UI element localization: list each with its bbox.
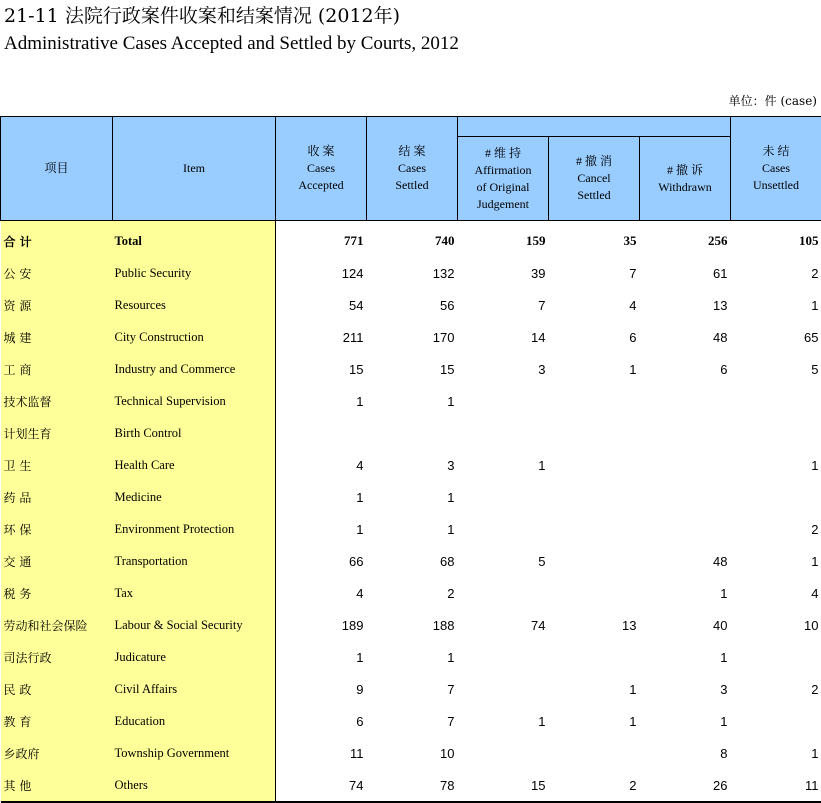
cell-affirm: 1 bbox=[458, 449, 549, 481]
row-label-en: Public Security bbox=[113, 257, 276, 289]
cell-settled: 68 bbox=[367, 545, 458, 577]
cell-accepted: 66 bbox=[276, 545, 367, 577]
cell-cancel bbox=[549, 481, 640, 513]
row-label-cn: 合 计 bbox=[1, 221, 113, 258]
row-label-en: Industry and Commerce bbox=[113, 353, 276, 385]
cell-accepted: 189 bbox=[276, 609, 367, 641]
table-row bbox=[1, 609, 821, 641]
row-label-en: Health Care bbox=[113, 449, 276, 481]
cell-withdrawn: 48 bbox=[640, 321, 731, 353]
cell-withdrawn: 1 bbox=[640, 641, 731, 673]
row-label-cn: 教 育 bbox=[1, 705, 113, 737]
cell-cancel: 4 bbox=[549, 289, 640, 321]
row-label-en: Birth Control bbox=[113, 417, 276, 449]
cell-withdrawn: 256 bbox=[640, 221, 731, 258]
table-row bbox=[1, 545, 821, 577]
row-label-cn: 民 政 bbox=[1, 673, 113, 705]
cell-settled: 1 bbox=[367, 481, 458, 513]
row-label-cn: 资 源 bbox=[1, 289, 113, 321]
cell-withdrawn: 6 bbox=[640, 353, 731, 385]
cell-cancel bbox=[549, 513, 640, 545]
cell-withdrawn: 48 bbox=[640, 545, 731, 577]
header-withdrawn: # 撤 诉 Withdrawn bbox=[640, 137, 731, 221]
row-label-cn: 司法行政 bbox=[1, 641, 113, 673]
cell-unsettled: 1 bbox=[731, 737, 821, 769]
cell-unsettled: 5 bbox=[731, 353, 821, 385]
cell-affirm bbox=[458, 481, 549, 513]
header-affirmation: # 维 持 Affirmation of Original Judgement bbox=[458, 137, 549, 221]
table-row bbox=[1, 673, 821, 705]
cell-affirm bbox=[458, 385, 549, 417]
cell-affirm: 1 bbox=[458, 705, 549, 737]
cell-settled: 7 bbox=[367, 673, 458, 705]
cell-affirm bbox=[458, 737, 549, 769]
row-label-en: Environment Protection bbox=[113, 513, 276, 545]
cell-unsettled: 10 bbox=[731, 609, 821, 641]
cell-cancel bbox=[549, 385, 640, 417]
cell-unsettled: 11 bbox=[731, 769, 821, 802]
cell-affirm: 39 bbox=[458, 257, 549, 289]
cell-settled: 1 bbox=[367, 641, 458, 673]
cell-unsettled: 4 bbox=[731, 577, 821, 609]
row-label-cn: 环 保 bbox=[1, 513, 113, 545]
cell-cancel: 1 bbox=[549, 673, 640, 705]
table-row bbox=[1, 449, 821, 481]
cell-unsettled: 2 bbox=[731, 673, 821, 705]
row-label-en: Civil Affairs bbox=[113, 673, 276, 705]
row-label-cn: 交 通 bbox=[1, 545, 113, 577]
table-row bbox=[1, 257, 821, 289]
cases-table bbox=[0, 116, 821, 803]
cell-unsettled: 1 bbox=[731, 449, 821, 481]
cell-cancel: 1 bbox=[549, 353, 640, 385]
row-label-cn: 城 建 bbox=[1, 321, 113, 353]
cell-withdrawn bbox=[640, 417, 731, 449]
cell-settled: 10 bbox=[367, 737, 458, 769]
cell-unsettled bbox=[731, 641, 821, 673]
row-label-en: Resources bbox=[113, 289, 276, 321]
cell-affirm: 159 bbox=[458, 221, 549, 258]
table-row bbox=[1, 513, 821, 545]
cell-affirm: 15 bbox=[458, 769, 549, 802]
cell-unsettled: 1 bbox=[731, 545, 821, 577]
table-row bbox=[1, 769, 821, 802]
cell-accepted: 6 bbox=[276, 705, 367, 737]
cell-withdrawn: 61 bbox=[640, 257, 731, 289]
cell-withdrawn bbox=[640, 449, 731, 481]
cell-accepted: 4 bbox=[276, 449, 367, 481]
cell-affirm: 5 bbox=[458, 545, 549, 577]
unit-label: 单位：件 (case) bbox=[729, 92, 817, 109]
row-label-cn: 其 他 bbox=[1, 769, 113, 802]
cell-settled: 132 bbox=[367, 257, 458, 289]
page-title-english: Administrative Cases Accepted and Settled by Courts, 2012 bbox=[4, 32, 459, 56]
row-label-en: Labour & Social Security bbox=[113, 609, 276, 641]
cell-accepted: 1 bbox=[276, 513, 367, 545]
table-row-total bbox=[1, 221, 821, 258]
cell-accepted: 124 bbox=[276, 257, 367, 289]
table-row bbox=[1, 289, 821, 321]
cell-withdrawn: 26 bbox=[640, 769, 731, 802]
row-label-cn: 药 品 bbox=[1, 481, 113, 513]
cell-cancel bbox=[549, 577, 640, 609]
cell-affirm: 7 bbox=[458, 289, 549, 321]
row-label-cn: 乡政府 bbox=[1, 737, 113, 769]
cell-accepted: 9 bbox=[276, 673, 367, 705]
cell-affirm bbox=[458, 513, 549, 545]
cell-accepted: 15 bbox=[276, 353, 367, 385]
row-label-en: Tax bbox=[113, 577, 276, 609]
table-row bbox=[1, 417, 821, 449]
cell-accepted bbox=[276, 417, 367, 449]
cell-settled: 7 bbox=[367, 705, 458, 737]
table-row bbox=[1, 737, 821, 769]
cell-unsettled: 105 bbox=[731, 221, 821, 258]
table-row bbox=[1, 705, 821, 737]
cell-settled: 170 bbox=[367, 321, 458, 353]
cell-accepted: 211 bbox=[276, 321, 367, 353]
cell-unsettled bbox=[731, 385, 821, 417]
cell-settled: 740 bbox=[367, 221, 458, 258]
row-label-en: Transportation bbox=[113, 545, 276, 577]
cell-withdrawn: 8 bbox=[640, 737, 731, 769]
cell-affirm: 74 bbox=[458, 609, 549, 641]
cell-accepted: 1 bbox=[276, 641, 367, 673]
cell-cancel bbox=[549, 417, 640, 449]
cell-cancel: 35 bbox=[549, 221, 640, 258]
cell-affirm bbox=[458, 673, 549, 705]
row-label-cn: 工 商 bbox=[1, 353, 113, 385]
cell-accepted: 4 bbox=[276, 577, 367, 609]
cell-settled bbox=[367, 417, 458, 449]
cell-settled: 3 bbox=[367, 449, 458, 481]
cell-settled: 15 bbox=[367, 353, 458, 385]
row-label-cn: 税 务 bbox=[1, 577, 113, 609]
cell-unsettled: 65 bbox=[731, 321, 821, 353]
cell-unsettled: 2 bbox=[731, 513, 821, 545]
cell-cancel bbox=[549, 641, 640, 673]
table-row bbox=[1, 577, 821, 609]
cell-affirm bbox=[458, 417, 549, 449]
page-title-chinese: 21-11 法院行政案件收案和结案情况 (2012年) bbox=[4, 4, 400, 28]
table-row bbox=[1, 641, 821, 673]
table-row bbox=[1, 321, 821, 353]
cell-cancel: 7 bbox=[549, 257, 640, 289]
cell-withdrawn: 40 bbox=[640, 609, 731, 641]
cell-settled: 78 bbox=[367, 769, 458, 802]
table-row bbox=[1, 481, 821, 513]
row-label-cn: 计划生育 bbox=[1, 417, 113, 449]
cell-unsettled bbox=[731, 705, 821, 737]
cell-withdrawn: 1 bbox=[640, 705, 731, 737]
table-row bbox=[1, 385, 821, 417]
cell-cancel: 2 bbox=[549, 769, 640, 802]
cell-affirm bbox=[458, 641, 549, 673]
cell-settled: 188 bbox=[367, 609, 458, 641]
row-label-en: Medicine bbox=[113, 481, 276, 513]
row-label-en: Others bbox=[113, 769, 276, 802]
row-label-en: City Construction bbox=[113, 321, 276, 353]
cell-unsettled bbox=[731, 481, 821, 513]
cell-withdrawn bbox=[640, 385, 731, 417]
cell-withdrawn: 13 bbox=[640, 289, 731, 321]
row-label-en: Technical Supervision bbox=[113, 385, 276, 417]
cell-cancel bbox=[549, 449, 640, 481]
cell-cancel: 13 bbox=[549, 609, 640, 641]
row-label-cn: 卫 生 bbox=[1, 449, 113, 481]
row-label-en: Judicature bbox=[113, 641, 276, 673]
cell-settled: 2 bbox=[367, 577, 458, 609]
cell-withdrawn: 3 bbox=[640, 673, 731, 705]
cell-accepted: 771 bbox=[276, 221, 367, 258]
header-cases-settled: 结 案 Cases Settled bbox=[367, 117, 458, 221]
cell-cancel bbox=[549, 545, 640, 577]
cell-withdrawn bbox=[640, 513, 731, 545]
cell-unsettled: 1 bbox=[731, 289, 821, 321]
cell-accepted: 74 bbox=[276, 769, 367, 802]
cell-accepted: 1 bbox=[276, 385, 367, 417]
row-label-cn: 劳动和社会保险 bbox=[1, 609, 113, 641]
header-item-cn: 项目 bbox=[1, 117, 113, 221]
cell-withdrawn bbox=[640, 481, 731, 513]
cell-withdrawn: 1 bbox=[640, 577, 731, 609]
header-cancel-settled: # 撤 消 Cancel Settled bbox=[549, 137, 640, 221]
cell-settled: 56 bbox=[367, 289, 458, 321]
cell-cancel: 6 bbox=[549, 321, 640, 353]
cell-cancel bbox=[549, 737, 640, 769]
row-label-en: Education bbox=[113, 705, 276, 737]
row-label-en: Total bbox=[113, 221, 276, 258]
cell-settled: 1 bbox=[367, 513, 458, 545]
cell-affirm: 3 bbox=[458, 353, 549, 385]
header-cases-unsettled: 未 结 Cases Unsettled bbox=[731, 117, 821, 221]
cell-accepted: 1 bbox=[276, 481, 367, 513]
cell-affirm: 14 bbox=[458, 321, 549, 353]
header-cases-accepted: 收 案 Cases Accepted bbox=[276, 117, 367, 221]
header-settled-subgroup bbox=[458, 117, 731, 137]
cell-settled: 1 bbox=[367, 385, 458, 417]
row-label-en: Township Government bbox=[113, 737, 276, 769]
cell-accepted: 11 bbox=[276, 737, 367, 769]
cell-affirm bbox=[458, 577, 549, 609]
cell-accepted: 54 bbox=[276, 289, 367, 321]
table-row bbox=[1, 353, 821, 385]
cell-unsettled: 2 bbox=[731, 257, 821, 289]
cell-unsettled bbox=[731, 417, 821, 449]
header-item-en: Item bbox=[113, 117, 276, 221]
row-label-cn: 技术监督 bbox=[1, 385, 113, 417]
row-label-cn: 公 安 bbox=[1, 257, 113, 289]
cell-cancel: 1 bbox=[549, 705, 640, 737]
